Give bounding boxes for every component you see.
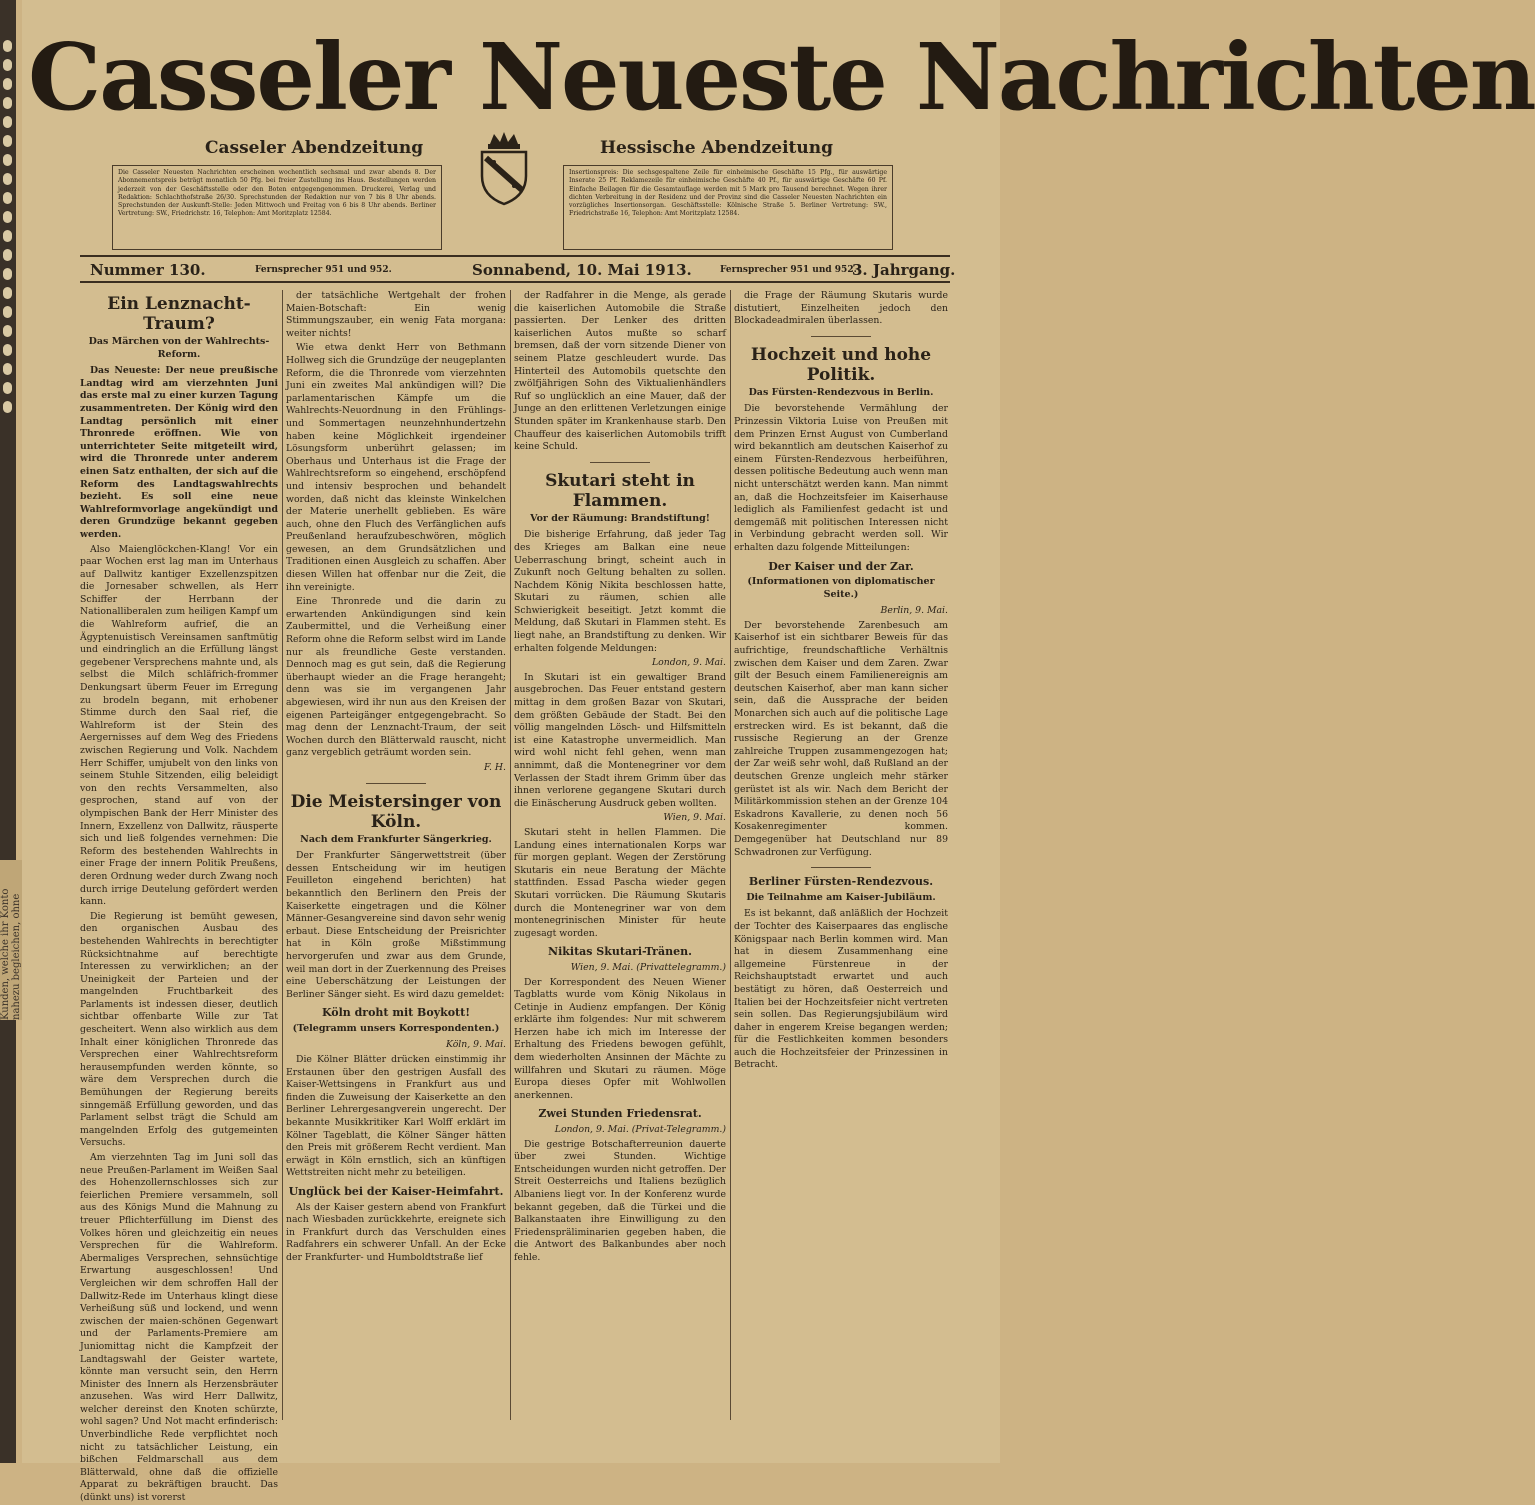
section-heading: Berliner Fürsten-Rendezvous. xyxy=(748,875,934,889)
article-dateline: Köln, 9. Mai. xyxy=(446,1039,506,1051)
article-paragraph: die Frage der Räumung Skutaris wurde distutiert, Einzelheiten jedoch den Blockadeadmiralen überlassen. xyxy=(734,290,948,327)
masthead-subtitle-right: Hessische Abendzeitung xyxy=(600,138,834,158)
advertising-info-box: Insertionspreis: Die sechsgespaltene Zeile für einheimische Geschäfte 15 Pfg., für auswärtige Inserate 25 Pf. Reklamezeile für einheimische Geschäfte 40 Pf., für auswärtige Geschäfte 60 Pf. Einfache Beilagen für die Gesamtauflage werden mit 5 Mark pro Tausend berechnet. Wegen ihrer dichten Verbreitung in der Residenz und der Provinz sind die Casseler Neuesten Nachrichten ein vorzügliches Insertionsorgan. Geschäftsstelle: Kölnische Straße 5. Berliner Vertretung: SW., Friedrichstraße 16, Telephon: Amt Moritzplatz 12584. xyxy=(563,165,893,250)
volume-year: 3. Jahrgang. xyxy=(852,261,956,279)
column-rule xyxy=(510,290,511,1420)
article-subheadline: Das Fürsten-Rendezvous in Berlin. xyxy=(748,386,934,398)
divider xyxy=(366,783,426,784)
article-paragraph: Eine Thronrede und die darin zu erwartenden Ankündigungen sind kein Zaubermittel, und die Verheißung einer Reform ohne die Reform selbst wird im Lande nur als freundliche Geste verstanden. Dennoch mag es gut sein, daß die Regierung überhaupt wieder an die Frage herangeht; denn was sie im vergangenen Jahr abgewiesen, wird ihr nun aus den Kreisen der eigenen Parteigänger entgegengebracht. So mag denn der Lenznacht-Traum, der seit Wochen durch den Blätterwald rauscht, nicht ganz vergeblich geträumt worden sein. xyxy=(286,596,506,759)
dateline-bar xyxy=(80,255,956,283)
coat-of-arms-icon xyxy=(476,130,532,206)
article-lead: Das Neueste: Der neue preußische Landtag wird am vierzehnten Juni das erste mal zu einer kurzen Tagung zusammentreten. Der König wird den Landtag persönlich mit einer Thronrede eröffnen. Wie von unterrichteter Seite mitgeteilt wird, wird die Thronrede unter anderem einen Satz enthalten, der sich auf die Reform des Landtagswahlrechts bezieht. Es soll eine neue Wahlreformvorlage angekündigt und deren Grundzüge bekannt gegeben werden. xyxy=(80,365,278,540)
article-paragraph: Es ist bekannt, daß anläßlich der Hochzeit der Tochter des Kaiserpaares das englische Königspaar nach Berlin kommen wird. Man hat in diesem Zusammenhang eine allgemeine Fürstenreue in der Reichshauptstadt erwartet und auch bestätigt zu hören, daß Oesterreich und Italien bei der Hochzeitsfeier nicht vertreten sein sollen. Das Regierungsjubiläum wird daher in engerem Kreise begangen werden; für die Festlichkeiten kommen besonders auch die Hochzeitsfeier der Prinzessinen in Betracht. xyxy=(734,908,948,1071)
article-dateline: Wien, 9. Mai. xyxy=(663,812,726,824)
article-headline: Hochzeit und hohe Politik. xyxy=(750,344,932,385)
issue-date: Sonnabend, 10. Mai 1913. xyxy=(472,261,692,279)
section-heading: Der Kaiser und der Zar. xyxy=(768,559,914,573)
binding-stub-text: Kunden, welche ihr Konto nahezu begleichen, ohne xyxy=(0,860,22,1020)
section-note: (Telegramm unsers Korrespondenten.) xyxy=(292,1022,500,1034)
column-1 xyxy=(80,290,278,1504)
divider xyxy=(811,336,871,337)
article-paragraph: Die Kölner Blätter drücken einstimmig ihr Erstaunen über den gestrigen Ausfall des Kaiser-Wettsingens in Frankfurt aus und finden die Zuweisung der Kaiserkette an den Berliner Lehrergesangverein ungerecht. Der bekannte Musikkritiker Karl Wolff erklärt im Kölner Tageblatt, die Kölner Sänger hätten den Preis mit größerem Recht verdient. Man erwägt in Köln ernstlich, sich an künftigen Wettstreiten nicht mehr zu beteiligen. xyxy=(286,1054,506,1179)
article-dateline: Berlin, 9. Mai. xyxy=(880,605,948,617)
article-paragraph: Die bevorstehende Vermählung der Prinzessin Viktoria Luise von Preußen mit dem Prinzen Ernst August von Cumberland wird bekanntlich am deutschen Kaiserhof zu einem Fürsten-Rendezvous herbeiführen, dessen politische Bedeutung auch wenn man nicht unterschätzt werden kann. Man nimmt an, daß die Hochzeitsfeier im Kaiserhause lediglich als Familienfest gedacht ist und demgemäß mit politischen Interessen nicht in Verbindung gebracht werden soll. Wir erhalten dazu folgende Mitteilungen: xyxy=(734,403,948,553)
article-paragraph: Die bisherige Erfahrung, daß jeder Tag des Krieges am Balkan eine neue Ueberraschung bringt, scheint auch in Zukunft noch Geltung behalten zu sollen. Nachdem König Nikita beschlossen hatte, Skutari zu räumen, schien alle Schwierigkeit beseitigt. Jetzt kommt die Meldung, daß Skutari in Flammen steht. Es liegt nahe, an Brandstiftung zu denken. Wir erhalten folgende Meldungen: xyxy=(514,529,726,654)
article-subheadline: Vor der Räumung: Brandstiftung! xyxy=(530,512,710,524)
subscription-info-box: Die Casseler Neuesten Nachrichten erscheinen wochentlich sechsmal und zwar abends 8. Der Abonnementspreis beträgt monatlich 50 Pfg. bei freier Zustellung ins Haus. Bestellungen werden jederzeit von der Geschäftsstelle oder den Boten entgegengenommen. Druckerei, Verlag und Redaktion: Schlachthofstraße 26/30. Sprechstunden der Redaktion nur von 7 bis 8 Uhr abends. Sprechstunden der Auskunft-Stelle: Jeden Mittwoch und Freitag von 6 bis 8 Uhr abends. Berliner Vertretung: SW., Friedrichstr. 16, Telephon: Amt Moritzplatz 12584. xyxy=(112,165,442,250)
article-headline: Die Meistersinger von Köln. xyxy=(290,791,502,832)
issue-number: Nummer 130. xyxy=(90,261,206,279)
masthead-title: Casseler Neueste Nachrichten xyxy=(28,23,1535,131)
masthead-subtitle-left: Casseler Abendzeitung xyxy=(205,138,424,158)
divider xyxy=(590,462,650,463)
column-rule xyxy=(282,290,283,1420)
article-paragraph: Also Maienglöckchen-Klang! Vor ein paar Wochen erst lag man im Unterhaus auf Dallwitz kantiger Exzellenzspitzen die Jornesaber schwellen, als Herr Schiffer der Herrbann der Nationalliberalen zum heiligen Kampf um die Wahlreform aufrief, die an Ägyptenuistisch Vereinsamen sanftmütig und eindringlich an die Erfüllung längst gegebener Versprechens mahnte und, als selbst die Milch schläfrich-frommer Denkungsart überm Feuer im Erregung zu brodeln begann, mit erhobener Stimme durch den Saal rief, die Wahlreform ist der Stein des Aergernisses auf dem Weg des Friedens zwischen Regierung und Volk. Nachdem Herr Schiffer, umjubelt von den links von seinem Stuhle Sitzenden, eilig beleidigt von den rechts Versammelten, also gesprochen, stand auf von der olympischen Bank der Herr Minister des Innern, Exzellenz von Dallwitz, räusperte sich und ließ folgendes vernehmen: Die Reform des bestehenden Wahlrechts in einer Frage der innern Politik Preußens, deren Ordnung weder durch Zwang noch durch irrige Deutelung gefördert werden kann. xyxy=(80,543,278,908)
section-heading: Unglück bei der Kaiser-Heimfahrt. xyxy=(288,1185,504,1198)
article-dateline: London, 9. Mai. xyxy=(651,657,726,669)
article-headline: Ein Lenznacht-Traum? xyxy=(107,294,251,334)
article-headline: Skutari steht in Flammen. xyxy=(545,470,695,511)
article-paragraph: der Radfahrer in die Menge, als gerade die kaiserlichen Automobile die Straße passierten. Der Lenker des dritten kaiserlichen Autos mußte so scharf bremsen, daß der vorn sitzende Diener von seinem Platze geschleudert wurde. Das Hinterteil des Automobils quetschte den zwölfjährigen Sohn des Viktualienhändlers Ruf so unglücklich an eine Mauer, daß der Junge an den erlittenen Verletzungen einige Stunden später im Krankenhause starb. Den Chauffeur des kaiserlichen Automobils trifft keine Schuld. xyxy=(514,290,726,453)
article-dateline: Wien, 9. Mai. (Privattelegramm.) xyxy=(570,961,726,973)
section-note: Die Teilnahme am Kaiser-Jubiläum. xyxy=(746,891,936,903)
column-2 xyxy=(286,290,506,1450)
article-paragraph: der tatsächliche Wertgehalt der frohen Maien-Botschaft: Ein wenig Stimmungszauber, ein wenig Fata morgana: weiter nichts! xyxy=(286,290,506,339)
article-paragraph: Die Regierung ist bemüht gewesen, den organischen Ausbau des bestehenden Wahlrechts in berechtigter Rücksichtnahme auf berechtigte Interessen zu verwirklichen; an der Uneinigkeit der Parteien und der mangelnden Fruchtbarkeit des Parlaments ist indessen dieser, deutlich sichtbar offenbarte Wille zur Tat gescheitert. Wenn also wirklich aus dem Inhalt einer königlichen Thronrede das Versprechen einer Wahlrechtsreform herausempfunden werden könnte, so wäre dem Versprechen durch die Bemühungen der Regierung bereits sinngemäß Erfüllung geworden, und das Parlament selbst trägt die Schuld am mangelnden Erfolg des gutgemeinten Versuchs. xyxy=(80,910,278,1149)
column-rule xyxy=(730,290,731,1420)
divider xyxy=(811,867,871,868)
article-paragraph: Skutari steht in hellen Flammen. Die Landung eines internationalen Korps war für morgen geplant. Wegen der Zerstörung Skutaris ein neue Beratung der Mächte stattfinden. Essad Pascha wieder gegen Skutari vorrücken. Die Räumung Skutaris durch die Montenegriner war von dem montenegrinischen Minister für heute zugesagt worden. xyxy=(514,826,726,939)
section-heading: Köln droht mit Boykott! xyxy=(321,1006,471,1020)
article-paragraph: Die gestrige Botschafterreunion dauerte über zwei Stunden. Wichtige Entscheidungen wurden nicht getroffen. Der Streit Oesterreichs und Italiens bezüglich Albaniens liegt vor. In der Konferenz wurde bekannt gegeben, daß die Türkei und die Balkanstaaten ihre Einwilligung zu den Friedenspräliminarien gegeben haben, die die Antwort des Balkanbundes aber noch fehle. xyxy=(514,1138,726,1263)
article-paragraph: Der bevorstehende Zarenbesuch am Kaiserhof ist ein sichtbarer Beweis für das aufrichtige, freundschaftliche Verhältnis zwischen dem Kaiser und dem Zaren. Zwar gilt der Besuch einem Familienereignis am deutschen Kaiserhof, aber man kann sicher sein, daß die Aussprache der beiden Monarchen sich auch auf die politische Lage erstrecken wird. Es ist bekannt, daß die russische Regierung an der Grenze zahlreiche Truppen zusammengezogen hat; der Zar weiß sehr wohl, daß Rußland an der deutschen Grenze ungleich mehr stärker gerüstet ist als wir. Nach dem Bericht der Militärkommission stehen an der Grenze 104 Eskadrons Kavallerie, zu denen noch 56 Kosakenregimenter kommen. Demgegenüber hat Deutschland nur 89 Schwadronen zur Verfügung. xyxy=(734,619,948,858)
section-note: (Informationen von diplomatischer Seite.) xyxy=(747,576,935,600)
article-subheadline: Nach dem Frankfurter Sängerkrieg. xyxy=(300,833,492,845)
article-dateline: London, 9. Mai. (Privat-Telegramm.) xyxy=(554,1124,726,1136)
book-binding xyxy=(0,0,16,1463)
article-paragraph: Der Frankfurter Sängerwettstreit (über dessen Entscheidung wir im heutigen Feuilleton eingehend berichten) hat bekanntlich den Berlinern den Preis der Kaiserkette eingetragen und die Kölner Männer-Gesangvereine sind davon sehr wenig erbaut. Diese Entscheidung der Preisrichter hat in Köln große Mißstimmung hervorgerufen und zwar aus dem Grunde, weil man dort in der Zuerkennung des Preises eine Ueberschätzung der Leistungen der Berliner Sänger sieht. Es wird dazu gemeldet: xyxy=(286,850,506,1000)
phone-right: Fernsprecher 951 und 952. xyxy=(720,265,857,275)
article-paragraph: In Skutari ist ein gewaltiger Brand ausgebrochen. Das Feuer entstand gestern mittag in dem großen Bazar von Skutari, dem größten Gebäude der Stadt. Bei den völlig mangelnden Lösch- und Hilfsmitteln ist eine Katastrophe unvermeidlich. Man wird wohl nicht fehl gehen, wenn man annimmt, daß die Montenegriner vor dem Verlassen der Stadt ihrem Grimm über das ihnen verlorene gegangene Skutari durch die Einäscherung Ausdruck geben wollten. xyxy=(514,671,726,809)
section-heading: Nikitas Skutari-Tränen. xyxy=(548,945,692,959)
article-paragraph: Als der Kaiser gestern abend von Frankfurt nach Wiesbaden zurückkehrte, ereignete sich in Frankfurt durch das Verschulden eines Radfahrers ein schwerer Unfall. An der Ecke der Frankfurter- und Humboldtstraße lief xyxy=(286,1201,506,1263)
article-paragraph: Wie etwa denkt Herr von Bethmann Hollweg sich die Grundzüge der neugeplanten Reform, die die Thronrede vom vierzehnten Juni ein zweites Mal ankündigen will? Die parlamentarischen Kämpfe um die Wahlrechts-Neuordnung in den Frühlings- und Sommertagen neunzehnhundertzehn haben keine Möglichkeit irgendeiner Lösungsform unberührt gelassen; im Oberhaus und Unterhaus ist die Frage der Wahlrechtsreform so eingehend, erschöpfend und intensiv besprochen und behandelt worden, daß nicht das kleinste Winkelchen der Materie unerhellt geblieben. Es wäre auch, ohne den Fluch des Verfänglichen aufs Preußenland heraufzubeschwören, möglich gewesen, an dem Grundsätzlichen und Traditionen einen Ausgleich zu schaffen. Aber diesen Willen hat offenbar nur die Zeit, die ihn vereinigte. xyxy=(286,342,506,593)
phone-left: Fernsprecher 951 und 952. xyxy=(255,265,392,275)
column-3 xyxy=(514,290,726,1450)
article-subheadline: Das Märchen von der Wahlrechts-Reform. xyxy=(88,336,270,360)
article-signature: F. H. xyxy=(484,761,506,773)
column-4 xyxy=(734,290,948,1450)
article-paragraph: Der Korrespondent des Neuen Wiener Tagblatts wurde vom König Nikolaus in Cetinje in Audienz empfangen. Der König erklärte ihm folgendes: Nur mit schwerem Herzen habe ich mich im Interesse der Erhaltung des Friedens bewogen gefühlt, dem wiederholten Ansinnen der Mächte zu willfahren und Skutari zu räumen. Möge Europa dieses Opfer mit Wohlwollen anerkennen. xyxy=(514,976,726,1101)
binding-holes xyxy=(3,40,13,420)
section-heading: Zwei Stunden Friedensrat. xyxy=(538,1107,702,1121)
article-paragraph: Am vierzehnten Tag im Juni soll das neue Preußen-Parlament im Weißen Saal des Hohenzollernschlosses sich zur feierlichen Premiere versammeln, soll aus des Königs Mund die Mahnung zu treuer Pflichterfüllung im Dienst des Volkes hören und gleichzeitig ein neues Versprechen für die Wahlreform. Abermaliges Versprechen, sehnsüchtige Erwartung ausgeschlossen! Und Vergleichen wir dem schroffen Hall der Dallwitz-Rede im Unterhaus klingt diese Verheißung süß und lockend, und wenn zwischen der maien-schönen Gegenwart und der Parlaments-Premiere am Juniomittag nicht die Kampfzeit der Landtagswahl der Geister wartete, könnte man versucht sein, den Herrn Minister des Innern als Herzensbräuter anzusehen. Was wird Herr Dallwitz, welcher dereinst den Knoten schürzte, wohl sagen? Und Not macht erfinderisch: Unverbindliche Rede verpflichtet noch nicht zu tatsächlicher Leistung, ein bißchen Feldmarschall aus dem Blätterwald, ohne daß die offizielle Apparat zu bekräftigen braucht. Das (dünkt uns) ist vorerst xyxy=(80,1152,278,1504)
